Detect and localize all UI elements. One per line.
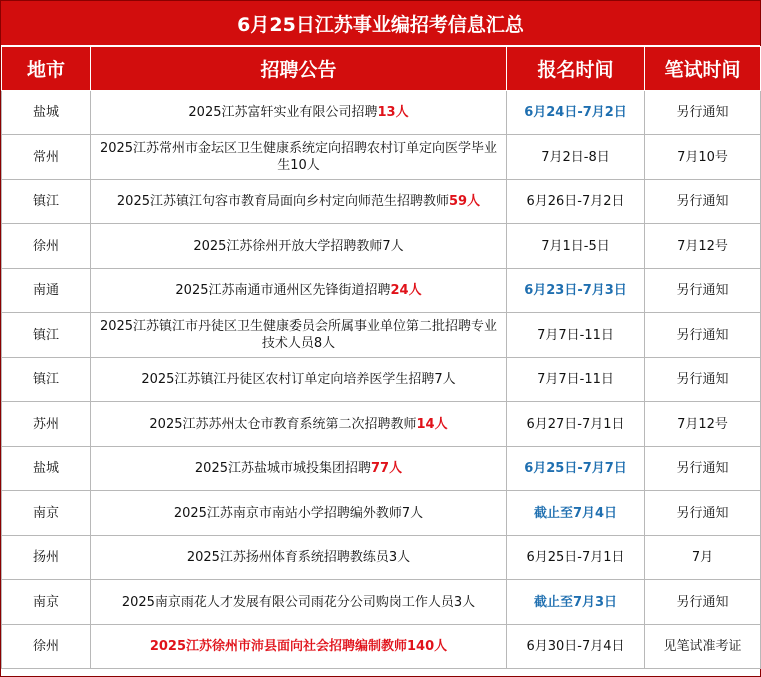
exam-cell: 见笔试准考证 [645,625,761,669]
headcount-highlight: 13人 [377,105,409,120]
exam-cell: 另行通知 [645,447,761,491]
notice-text: 2025江苏扬州体育系统招聘教练员3人 [186,550,411,565]
registration-cell: 6月25日-7月7日 [507,447,645,491]
notice-text: 2025江苏镇江丹徒区农村订单定向培养医学生招聘7人 [141,372,456,387]
table-row [2,536,761,580]
notice-cell [91,180,507,224]
table-row [2,402,761,447]
notice-cell [91,313,507,358]
headcount-highlight: 24人 [390,283,422,298]
city-cell: 徐州 [2,224,91,269]
notice-cell [91,358,507,402]
registration-cell: 截止至7月3日 [507,580,645,625]
city-cell: 扬州 [2,536,91,580]
city-cell: 盐城 [2,447,91,491]
header-registration: 报名时间 [507,47,645,91]
header-city: 地市 [2,47,91,91]
notice-text: 2025江苏南京市南站小学招聘编外教师7人 [173,505,424,521]
exam-cell: 另行通知 [645,491,761,536]
table-row [2,447,761,491]
notice-text: 2025江苏徐州市沛县面向社会招聘编制教师140人 [149,639,448,654]
registration-cell: 7月2日-8日 [507,135,645,180]
exam-cell: 7月 [645,536,761,580]
registration-cell: 7月7日-11日 [507,358,645,402]
table-row [2,625,761,669]
notice-cell [91,91,507,135]
city-cell: 镇江 [2,313,91,358]
notice-cell [91,536,507,580]
notice-cell [91,447,507,491]
notice-cell [91,135,507,180]
exam-cell: 7月12号 [645,402,761,447]
exam-cell: 另行通知 [645,180,761,224]
registration-cell: 6月27日-7月1日 [507,402,645,447]
registration-cell: 6月24日-7月2日 [507,91,645,135]
table-row [2,269,761,313]
headcount-highlight: 77人 [371,461,403,476]
exam-cell: 另行通知 [645,580,761,625]
city-cell: 镇江 [2,180,91,224]
exam-cell: 另行通知 [645,358,761,402]
header-row [2,47,761,91]
notice-cell [91,491,507,536]
table-row [2,224,761,269]
table-row [2,180,761,224]
notice-text: 2025江苏盐城市城投集团招聘 [194,461,371,476]
registration-cell: 7月7日-11日 [507,313,645,358]
table-row [2,135,761,180]
notice-text: 2025江苏镇江句容市教育局面向乡村定向师范生招聘教师 [116,194,449,209]
exam-cell: 另行通知 [645,313,761,358]
city-cell: 苏州 [2,402,91,447]
city-cell: 南通 [2,269,91,313]
notice-cell [91,269,507,313]
recruitment-table [1,46,761,669]
notice-cell [91,580,507,625]
headcount-highlight: 14人 [416,416,448,432]
exam-cell: 另行通知 [645,91,761,135]
notice-cell [91,625,507,669]
notice-text: 2025江苏富轩实业有限公司招聘 [188,105,378,120]
city-cell: 南京 [2,491,91,536]
exam-cell: 另行通知 [645,269,761,313]
registration-cell: 截止至7月4日 [507,491,645,536]
notice-text: 2025江苏常州市金坛区卫生健康系统定向招聘农村订单定向医学毕业生10人 [99,141,498,173]
header-exam: 笔试时间 [645,47,761,91]
table-row [2,358,761,402]
city-cell: 镇江 [2,358,91,402]
table-row [2,580,761,625]
exam-cell: 7月12号 [645,224,761,269]
sheet-title: 6月25日江苏事业编招考信息汇总 [1,1,760,46]
header-notice: 招聘公告 [91,47,507,91]
notice-cell [91,402,507,447]
headcount-highlight: 59人 [449,194,481,209]
notice-text: 2025江苏南通市通州区先锋街道招聘 [175,283,391,298]
registration-cell: 6月30日-7月4日 [507,625,645,669]
registration-cell: 6月23日-7月3日 [507,269,645,313]
table-row [2,91,761,135]
table-row [2,313,761,358]
notice-text: 2025南京雨花人才发展有限公司雨花分公司购岗工作人员3人 [121,594,476,610]
city-cell: 徐州 [2,625,91,669]
registration-cell: 6月25日-7月1日 [507,536,645,580]
exam-cell: 7月10号 [645,135,761,180]
registration-cell: 7月1日-5日 [507,224,645,269]
notice-cell [91,224,507,269]
registration-cell: 6月26日-7月2日 [507,180,645,224]
notice-text: 2025江苏徐州开放大学招聘教师7人 [193,238,404,254]
city-cell: 盐城 [2,91,91,135]
notice-text: 2025江苏镇江市丹徒区卫生健康委员会所属事业单位第二批招聘专业技术人员8人 [99,319,498,351]
table-row [2,491,761,536]
city-cell: 常州 [2,135,91,180]
city-cell: 南京 [2,580,91,625]
notice-text: 2025江苏苏州太仓市教育系统第二次招聘教师 [149,416,417,432]
